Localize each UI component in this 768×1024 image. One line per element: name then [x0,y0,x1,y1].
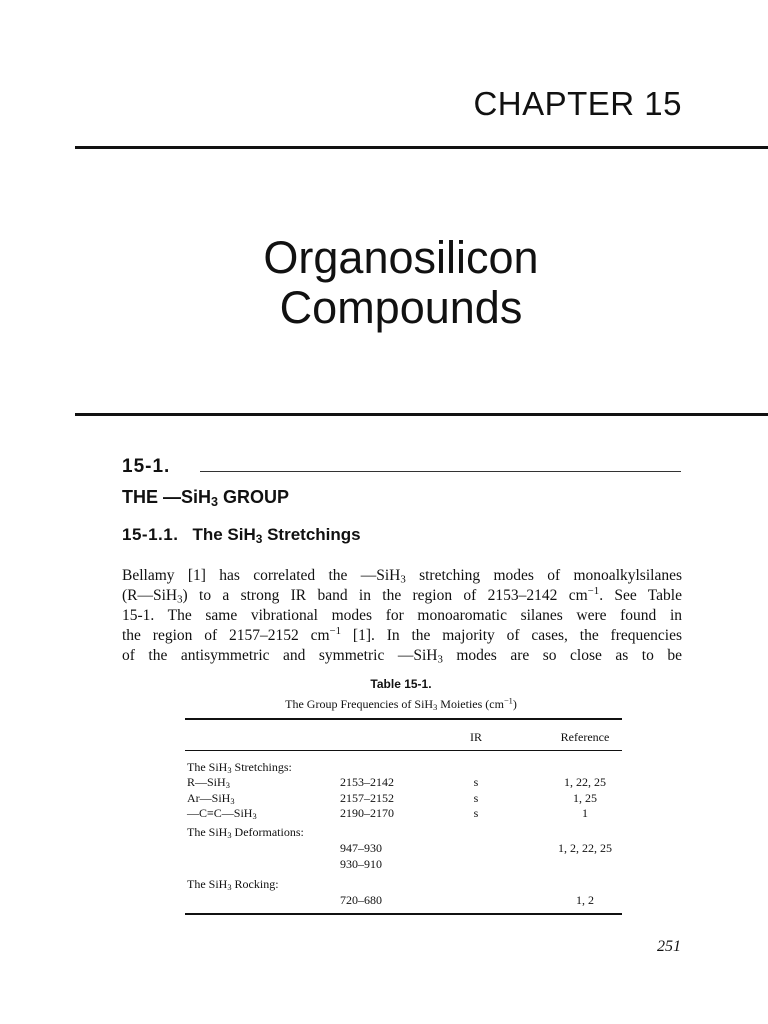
table-row-name: —C≡C—SiH$_3$ [187,806,257,822]
table-row-range: 2157–2152 [340,791,394,805]
table-row-reference: 1, 22, 25 [564,775,606,789]
paragraph-line: of the antisymmetric and symmetric —SiH$_3$ modes are so close as to be [122,647,682,666]
table-row-range: 947–930 [340,841,382,855]
chapter-heading: CHAPTER 15 [473,85,682,122]
table-row-reference: 1, 2, 22, 25 [558,841,612,855]
chapter-title [0,233,768,333]
title-divider [75,413,768,416]
section-rule [200,471,681,472]
table-row-name: Ar—SiH$_3$ [187,791,235,807]
subsection-number: 15-1.1. [122,525,179,544]
table-subtitle: The Group Frequencies of SiH$_3$ Moieties $(cm^{-1})$ [285,696,517,713]
paragraph-line: 15-1. The same vibrational modes for monoaromatic silanes were found in [122,607,682,624]
table-group-label: The SiH$_3$ Deformations: [187,825,304,841]
table-row-ir: s [473,775,479,789]
paragraph-line: (R—SiH$_3$) to a strong IR band in the region of 2153–2142 $cm^{-1}$. See Table [122,585,682,606]
column-header-ir: IR [470,730,482,744]
table-row-range: 720–680 [340,893,382,907]
table-header-rule [185,750,622,751]
body-paragraph [122,566,682,666]
table-bottom-rule [185,913,622,915]
column-header-reference: Reference [560,730,610,744]
table-row-ir: s [473,791,479,805]
page-number: 251 [657,938,681,955]
table-row-range: 2190–2170 [340,806,394,820]
table-row-range: 2153–2142 [340,775,394,789]
paragraph-line: the region of 2157–2152 $cm^{-1}$ [1]. In the majority of cases, the frequencies [122,625,682,644]
top-divider [75,146,768,149]
table-row-reference: 1 [582,806,588,820]
table-row-ir: s [473,806,479,820]
table-group-label: The SiH$_3$ Rocking: [187,877,279,893]
table-row-name: R—SiH$_3$ [187,775,230,791]
title-line-2: Compounds [279,282,523,333]
table-row-reference: 1, 25 [573,791,597,805]
table-row-range: 930–910 [340,857,382,871]
table-top-rule [185,718,622,720]
table-row-reference: 1, 2 [576,893,594,907]
section-number: 15-1. [122,456,171,477]
table-group-label: The SiH$_3$ Stretchings: [187,760,292,776]
section-title: THE —SiH$_3$ GROUP [122,487,290,510]
table-caption: Table 15-1. [370,677,432,691]
paragraph-line: Bellamy [1] has correlated the —SiH$_3$ stretching modes of monoalkylsilanes [122,567,682,586]
title-line-1: Organosilicon [263,232,539,283]
subsection-title: 15-1.1. The SiH$_3$ Stretchings [122,525,361,546]
